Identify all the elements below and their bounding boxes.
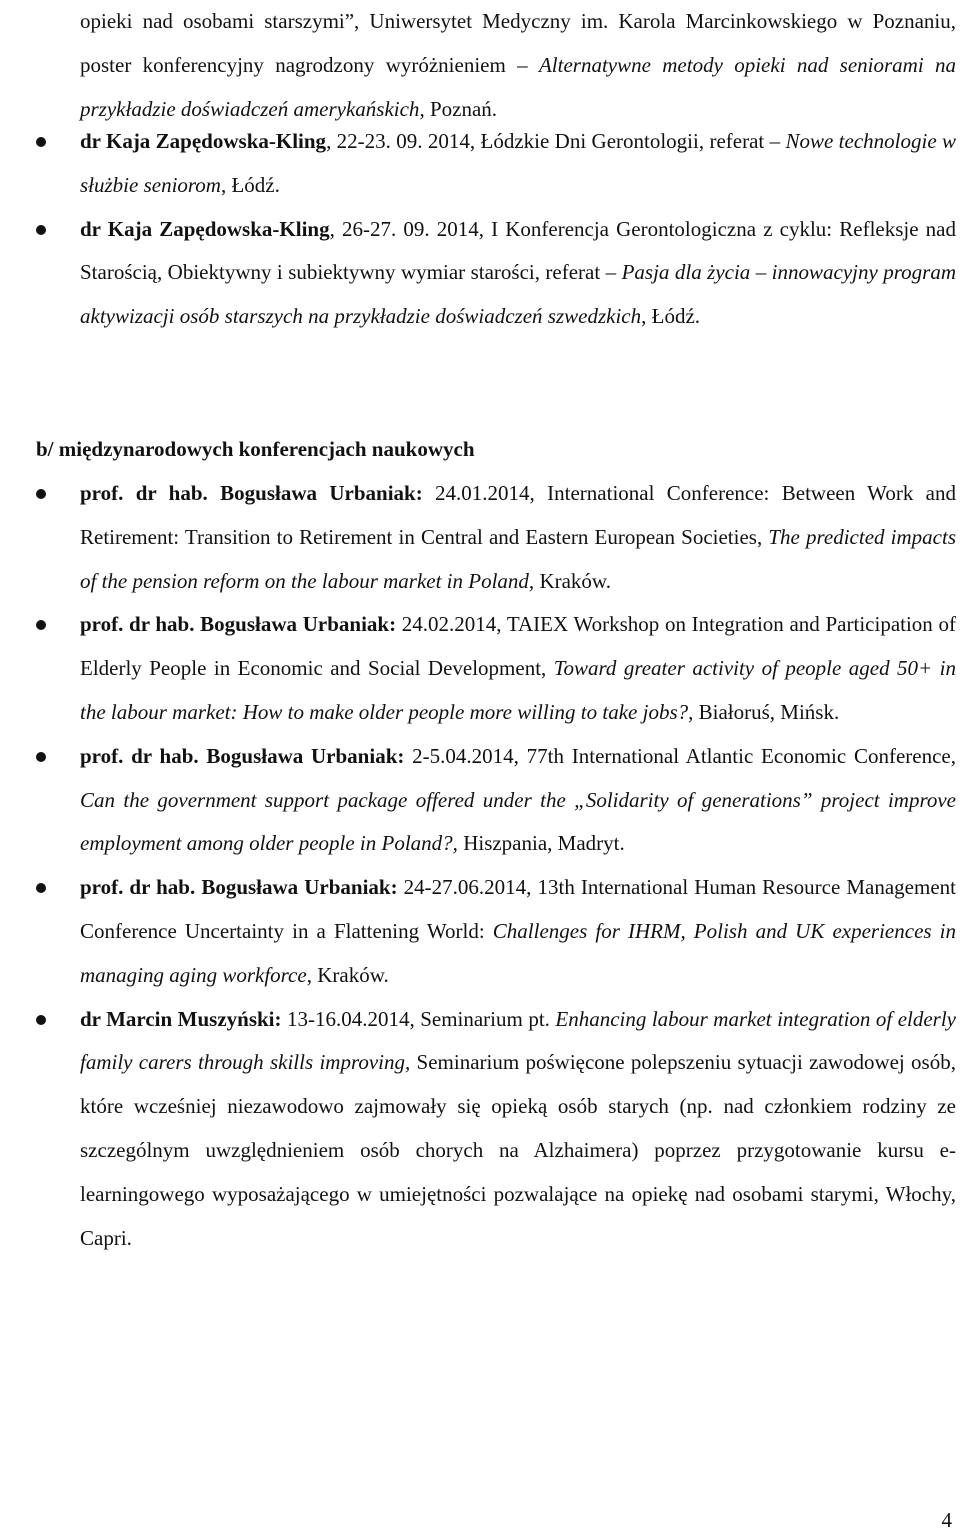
item-tail: Hiszpania, Madryt.	[457, 831, 625, 856]
international-conference-list	[80, 472, 956, 1260]
bullet-icon	[36, 752, 46, 762]
national-conference-list	[80, 120, 956, 339]
continuation-paragraph	[80, 0, 956, 131]
list-item	[80, 208, 956, 339]
item-italic-title: Can the government support package offered under the „Solidarity of generations” project improve employment among older people in Poland?,	[80, 787, 956, 856]
item-italic-title: Challenges for IHRM, Polish and UK experiences in managing aging workforce	[80, 918, 956, 987]
continuation-italic-title: Alternatywne metody opieki nad seniorami na przykładzie doświadczeń amerykańskich	[80, 52, 956, 121]
list-item	[80, 120, 956, 208]
item-author: prof. dr hab. Bogusława Urbaniak:	[80, 875, 398, 900]
item-author: prof. dr hab. Bogusława Urbaniak:	[80, 743, 405, 768]
item-text: 24-27.06.2014, 13th International Human Resource Management Conference Uncertainty in a Flattening World:	[80, 875, 956, 943]
bullet-icon	[36, 489, 46, 499]
list-item	[80, 998, 956, 1261]
list-item	[80, 735, 956, 866]
bullet-icon	[36, 225, 46, 235]
item-tail: , Kraków.	[306, 962, 389, 987]
item-italic-title: The predicted impacts of the pension reform on the labour market in Poland,	[80, 524, 956, 593]
item-italic-title: Enhancing labour market integration of elderly family carers through skills improving,	[80, 1006, 956, 1075]
bullet-icon	[36, 1015, 46, 1025]
item-tail: , Białoruś, Mińsk.	[688, 699, 840, 724]
item-text: 24.01.2014, International Conference: Between Work and Retirement: Transition to Retirement in Central and Eastern European Societies,	[80, 481, 956, 549]
list-item	[80, 603, 956, 734]
item-text: , 26-27. 09. 2014, I Konferencja Gerontologiczna z cyklu: Refleksje nad Starością, Obiektywny i subiektywny wymiar starości, referat –	[80, 216, 957, 285]
item-tail: Seminarium poświęcone polepszeniu sytuacji zawodowej osób, które wcześniej niezawodowo zajmowały się opieką osób starych (np. nad członkiem rodziny ze szczególnym uwzględnieniem osób chorych na Alzhaimera) poprzez przygotowanie kursu e-learningowego wyposażającego w umiejętności pozwalające na opiekę nad osobami starymi, Włochy, Capri.	[80, 1050, 956, 1250]
list-item	[80, 866, 956, 997]
continuation-text: opieki nad osobami starszymi”, Uniwersytet Medyczny im. Karola Marcinkowskiego w Poznaniu, poster konferencyjny nagrodzony wyróżnieniem –	[80, 9, 956, 77]
list-item	[80, 472, 956, 603]
item-author: prof. dr hab. Bogusława Urbaniak:	[80, 481, 423, 505]
item-author: dr Kaja Zapędowska-Kling	[80, 216, 330, 241]
item-author: prof. dr hab. Bogusława Urbaniak:	[80, 612, 397, 637]
item-tail: , Łódź.	[641, 304, 701, 329]
continuation-tail: , Poznań.	[419, 96, 498, 121]
page-number: 4	[941, 1508, 952, 1532]
item-italic-title: Nowe technologie w służbie seniorom	[80, 129, 957, 197]
bullet-icon	[36, 137, 46, 147]
item-text: 2-5.04.2014, 77th International Atlantic Economic Conference,	[404, 743, 956, 768]
item-author: dr Kaja Zapędowska-Kling	[80, 129, 327, 153]
item-italic-title: Toward greater activity of people aged 50+ in the labour market: How to make older people more willing to take jobs?	[80, 656, 956, 724]
item-tail: , Łódź.	[220, 172, 280, 197]
item-author: dr Marcin Muszyński:	[80, 1006, 282, 1031]
bullet-icon	[36, 883, 46, 893]
item-text: , 22-23. 09. 2014, Łódzkie Dni Gerontologii, referat –	[326, 129, 786, 153]
item-text: 24.02.2014, TAIEX Workshop on Integration and Participation of Elderly People in Economic and Social Development,	[80, 612, 956, 681]
item-tail: Kraków.	[534, 568, 611, 593]
item-text: 13-16.04.2014, Seminarium pt.	[281, 1006, 556, 1031]
section-heading: b/ międzynarodowych konferencjach naukowych	[36, 437, 475, 461]
bullet-icon	[36, 620, 46, 630]
item-italic-title: Pasja dla życia – innowacyjny program aktywizacji osób starszych na przykładzie doświadczeń szwedzkich	[80, 260, 956, 329]
